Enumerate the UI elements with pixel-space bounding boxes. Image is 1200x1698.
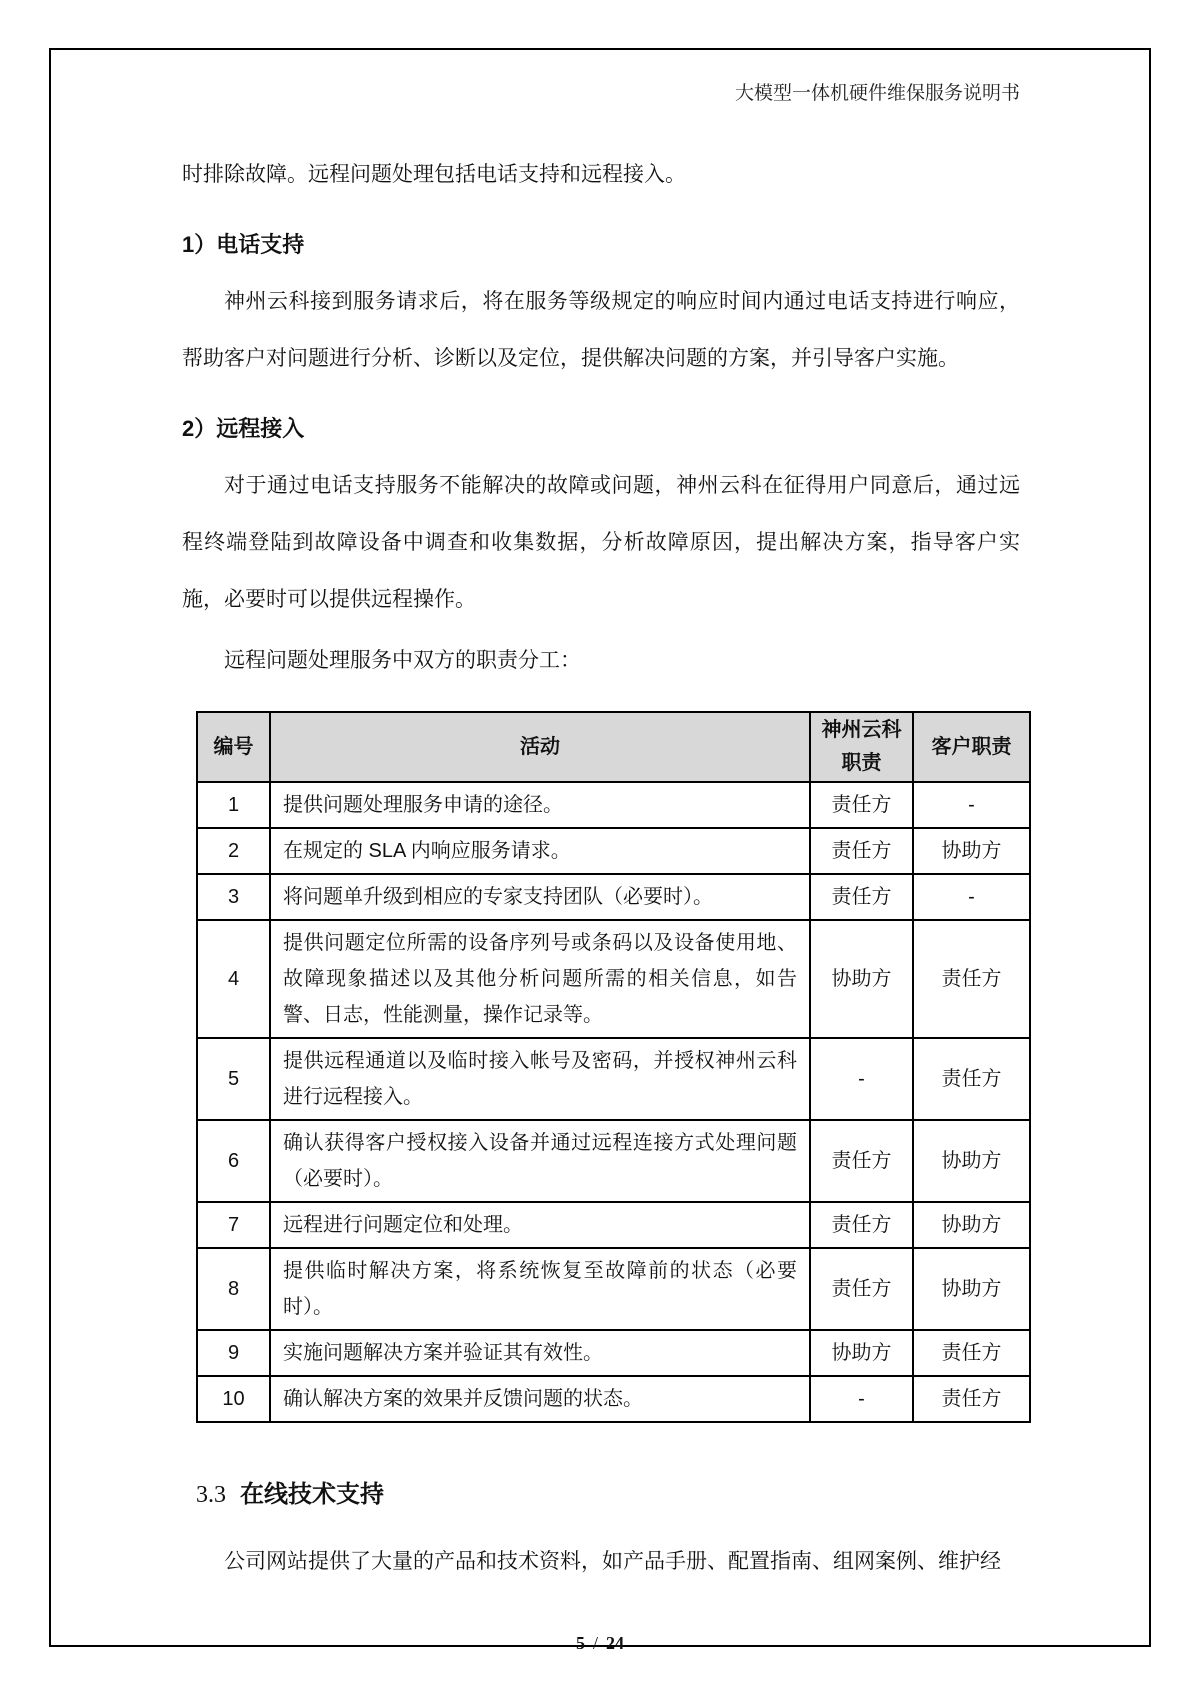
col-header-dcyt-role: 神州云科职责 [810,712,913,782]
heading-phone-support: 1）电话支持 [182,232,305,257]
section-number: 3.3 [196,1482,226,1508]
table-row [197,828,1030,874]
row-dcyt-role: 协助方 [810,920,913,1038]
row-number: 4 [197,920,270,1038]
page-number-current: 5 [575,1633,585,1653]
col-header-number: 编号 [197,712,270,782]
table-intro: 远程问题处理服务中双方的职责分工： [224,649,581,672]
row-dcyt-role: 责任方 [810,828,913,874]
row-customer-role: 责任方 [913,1376,1030,1422]
table-header-row [197,712,1030,782]
page-content [51,146,1149,1590]
table-row [197,1120,1030,1202]
page-number-total: 24 [606,1633,624,1653]
col-header-activity: 活动 [270,712,810,782]
heading-remote-access: 2）远程接入 [182,416,305,441]
row-activity: 远程进行问题定位和处理。 [270,1202,810,1248]
row-dcyt-role: - [810,1376,913,1422]
document-page [49,48,1151,1653]
responsibility-table [196,711,1031,1423]
table-row [197,782,1030,828]
table-row [197,874,1030,920]
row-customer-role: - [913,874,1030,920]
phone-support-paragraph: 神州云科接到服务请求后，将在服务等级规定的响应时间内通过电话支持进行响应，帮助客户对问题进行分析、诊断以及定位，提供解决问题的方案，并引导客户实施。 [182,290,1020,370]
row-dcyt-role: - [810,1038,913,1120]
row-number: 8 [197,1248,270,1330]
row-customer-role: 协助方 [913,1120,1030,1202]
row-number: 10 [197,1376,270,1422]
row-activity: 在规定的 SLA 内响应服务请求。 [270,828,810,874]
continuation-paragraph: 时排除故障。远程问题处理包括电话支持和远程接入。 [182,163,686,186]
row-activity: 实施问题解决方案并验证其有效性。 [270,1330,810,1376]
row-dcyt-role: 责任方 [810,1120,913,1202]
row-activity: 确认获得客户授权接入设备并通过远程连接方式处理问题（必要时）。 [270,1120,810,1202]
row-customer-role: 协助方 [913,1202,1030,1248]
row-activity: 提供问题定位所需的设备序列号或条码以及设备使用地、故障现象描述以及其他分析问题所需的相关信息，如告警、日志，性能测量，操作记录等。 [270,920,810,1038]
row-number: 7 [197,1202,270,1248]
row-activity: 提供远程通道以及临时接入帐号及密码，并授权神州云科进行远程接入。 [270,1038,810,1120]
online-support-paragraph: 公司网站提供了大量的产品和技术资料，如产品手册、配置指南、组网案例、维护经 [224,1550,1001,1573]
row-dcyt-role: 责任方 [810,1202,913,1248]
col-header-customer-role: 客户职责 [913,712,1030,782]
table-row [197,1202,1030,1248]
page-number-separator: / [592,1633,598,1653]
row-dcyt-role: 协助方 [810,1330,913,1376]
row-activity: 确认解决方案的效果并反馈问题的状态。 [270,1376,810,1422]
row-customer-role: 责任方 [913,1038,1030,1120]
row-customer-role: 责任方 [913,1330,1030,1376]
row-number: 5 [197,1038,270,1120]
row-number: 6 [197,1120,270,1202]
row-dcyt-role: 责任方 [810,782,913,828]
section-title: 在线技术支持 [240,1481,384,1508]
row-customer-role: 协助方 [913,828,1030,874]
row-number: 1 [197,782,270,828]
table-row [197,1248,1030,1330]
row-customer-role: - [913,782,1030,828]
remote-access-paragraph: 对于通过电话支持服务不能解决的故障或问题，神州云科在征得用户同意后，通过远程终端登陆到故障设备中调查和收集数据，分析故障原因，提出解决方案，指导客户实施，必要时可以提供远程操作。 [182,474,1020,611]
row-dcyt-role: 责任方 [810,1248,913,1330]
table-row [197,1376,1030,1422]
row-number: 2 [197,828,270,874]
row-activity: 将问题单升级到相应的专家支持团队（必要时）。 [270,874,810,920]
row-number: 3 [197,874,270,920]
row-activity: 提供临时解决方案，将系统恢复至故障前的状态（必要时）。 [270,1248,810,1330]
row-dcyt-role: 责任方 [810,874,913,920]
row-customer-role: 协助方 [913,1248,1030,1330]
section-heading-online-support [196,1475,1020,1518]
table-row [197,1038,1030,1120]
table-row [197,920,1030,1038]
row-number: 9 [197,1330,270,1376]
page-header [51,82,1149,106]
row-activity: 提供问题处理服务申请的途径。 [270,782,810,828]
page-footer [51,1633,1149,1654]
header-title: 大模型一体机硬件维保服务说明书 [734,83,1020,104]
table-row [197,1330,1030,1376]
row-customer-role: 责任方 [913,920,1030,1038]
